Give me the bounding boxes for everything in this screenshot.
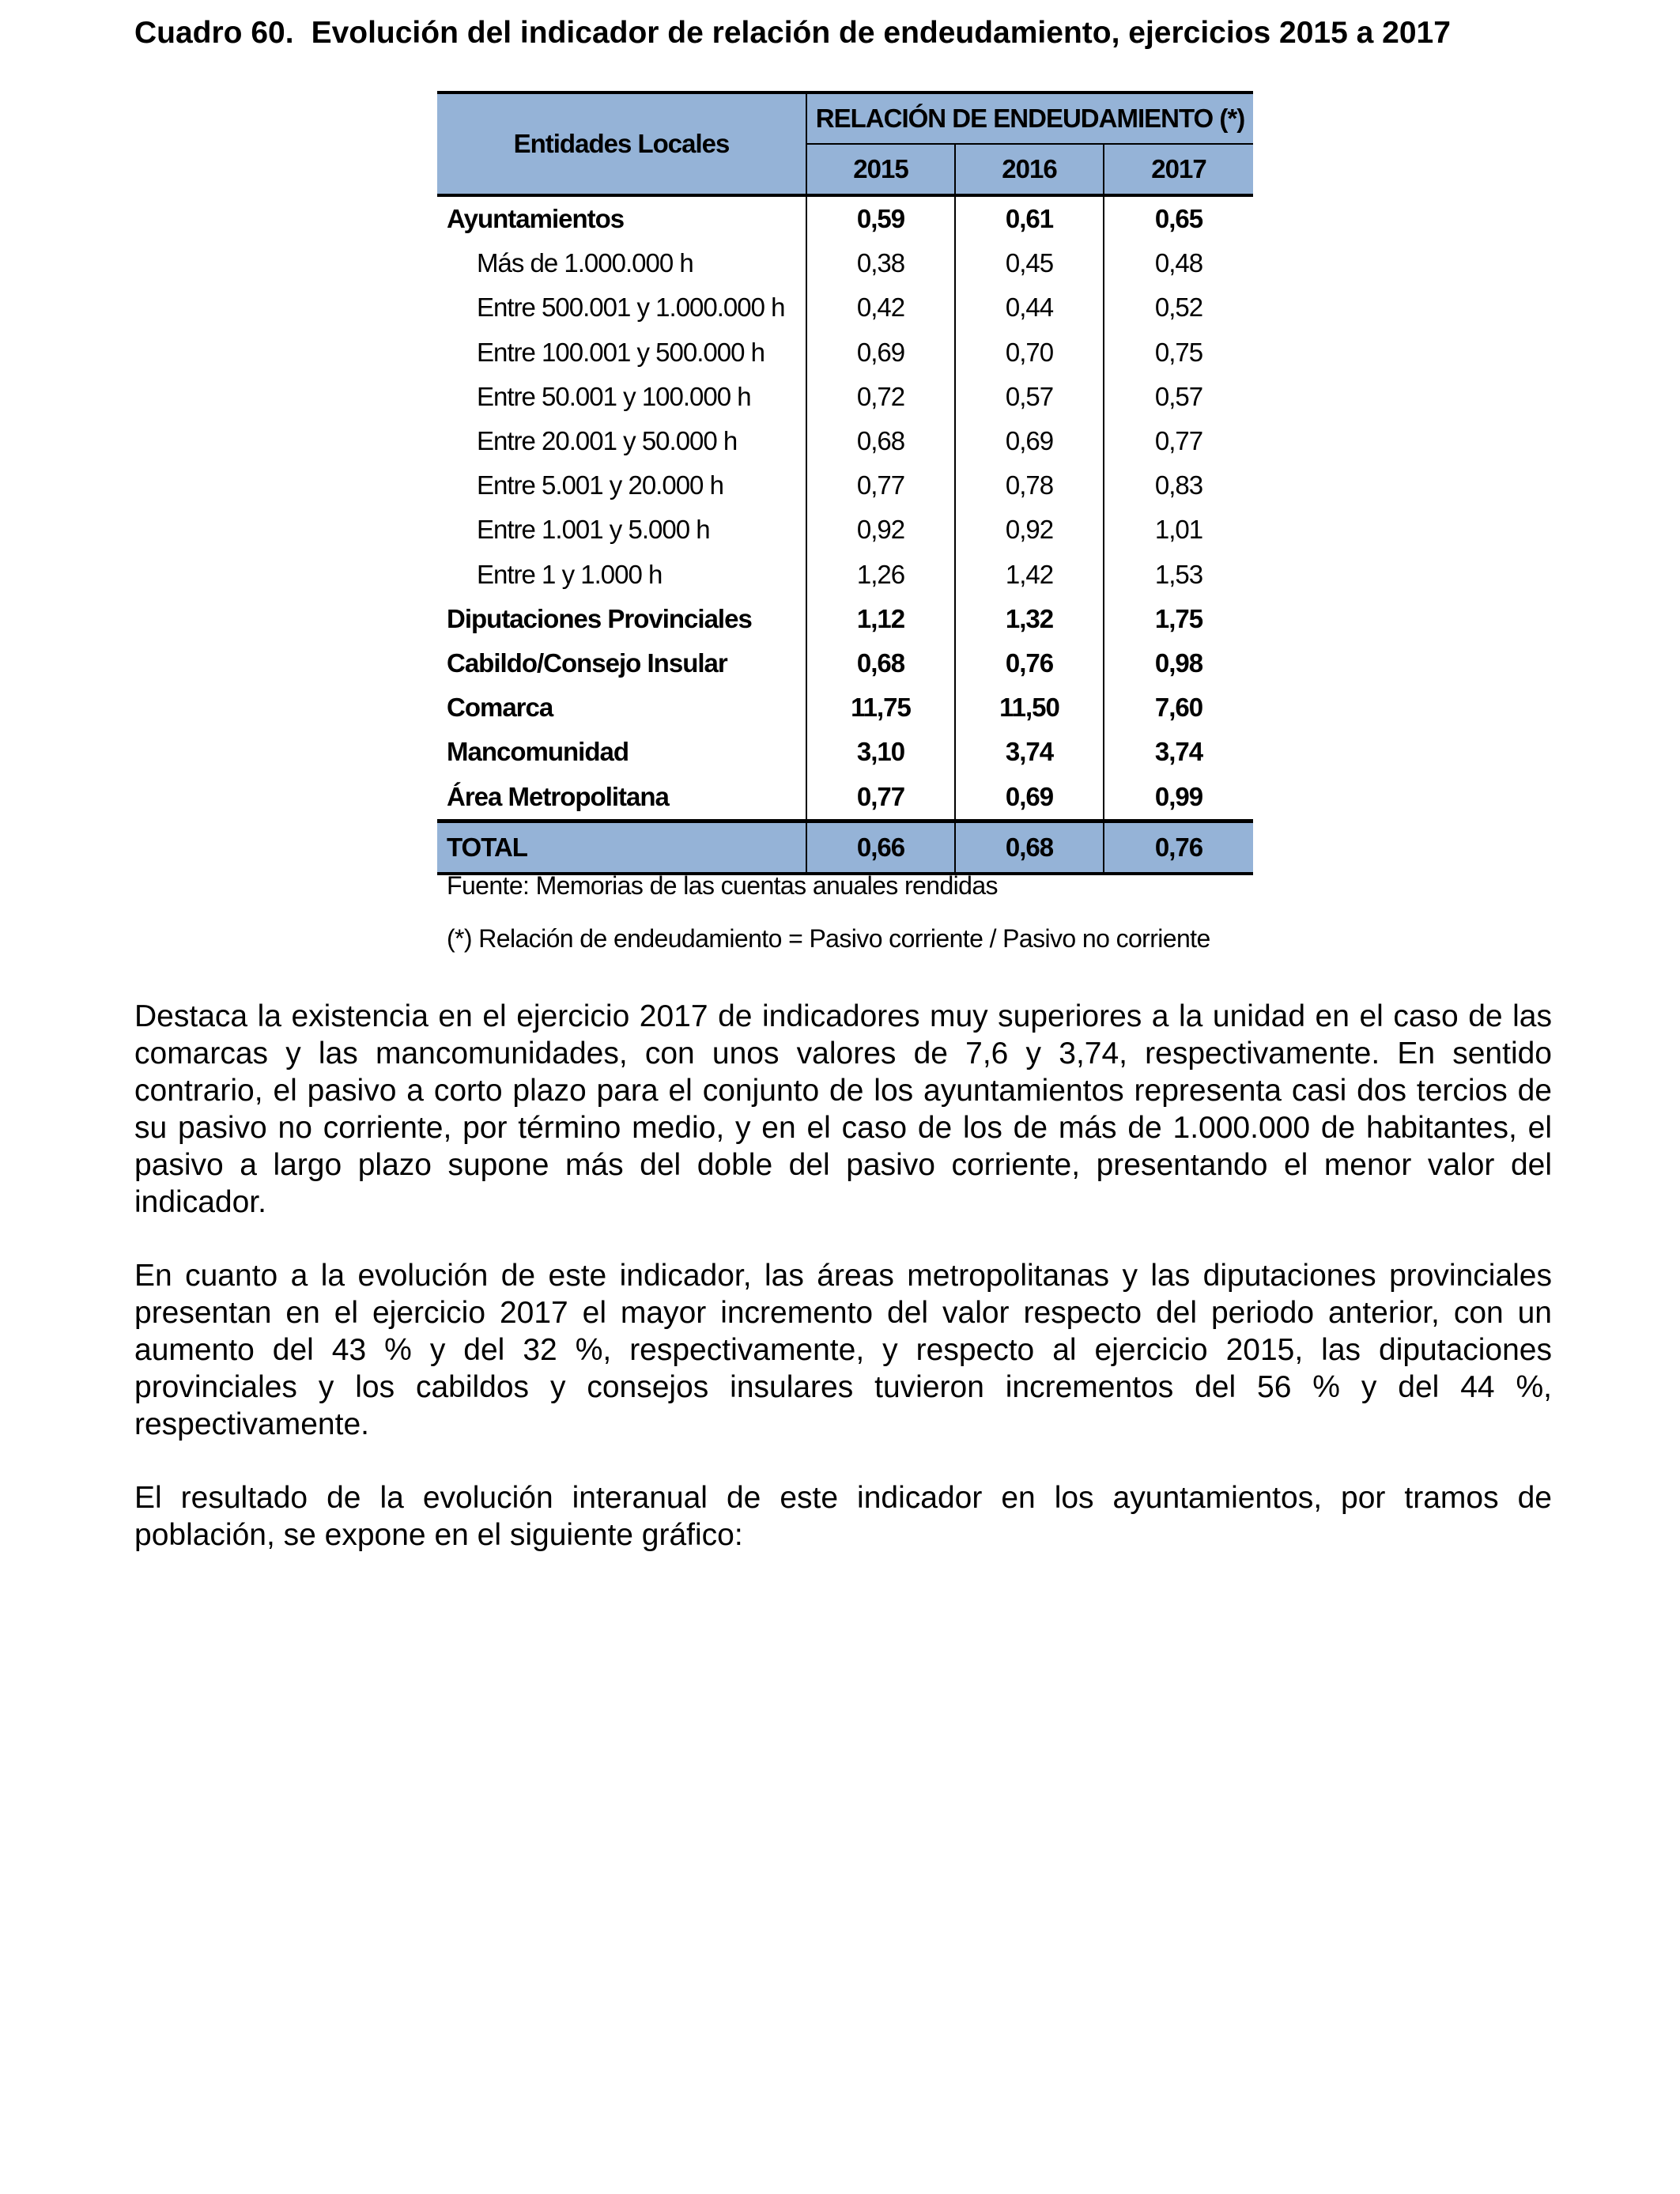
- cell-2015: 0,59: [806, 195, 955, 241]
- row-label: Entre 1 y 1.000 h: [477, 559, 663, 589]
- table-row: [437, 508, 1253, 552]
- table-definition-note: (*) Relación de endeudamiento = Pasivo corriente / Pasivo no corriente: [447, 924, 1210, 953]
- total-2015: 0,66: [806, 821, 955, 874]
- row-label: Ayuntamientos: [447, 204, 625, 234]
- entity-column-header: Entidades Locales: [437, 93, 806, 195]
- row-label: Entre 500.001 y 1.000.000 h: [477, 293, 785, 323]
- cell-2016: 0,78: [955, 463, 1104, 508]
- cell-2017: 1,01: [1104, 508, 1253, 552]
- row-label: Más de 1.000.000 h: [477, 248, 693, 278]
- cell-2017: 1,53: [1104, 553, 1253, 597]
- row-label: Entre 100.001 y 500.000 h: [477, 337, 764, 367]
- table-source-note: Fuente: Memorias de las cuentas anuales rendidas: [447, 871, 998, 900]
- cell-2017: 7,60: [1104, 685, 1253, 730]
- table-row: [437, 641, 1253, 685]
- row-label: Comarca: [447, 693, 553, 723]
- table-row: [437, 285, 1253, 330]
- cell-2015: 0,68: [806, 419, 955, 463]
- cell-2017: 0,77: [1104, 419, 1253, 463]
- total-2016: 0,68: [955, 821, 1104, 874]
- table-row: [437, 774, 1253, 821]
- cell-2016: 11,50: [955, 685, 1104, 730]
- cell-2016: 0,57: [955, 375, 1104, 419]
- row-label: Entre 50.001 y 100.000 h: [477, 381, 751, 411]
- table-row: [437, 375, 1253, 419]
- cell-2017: 0,98: [1104, 641, 1253, 685]
- debt-ratio-group-header: RELACIÓN DE ENDEUDAMIENTO (*): [806, 93, 1253, 144]
- body-paragraph: El resultado de la evolución interanual de este indicador en los ayuntamientos, por tramos de población, se expone en el siguiente gráfico:: [134, 1481, 1552, 1552]
- year-header-2015: 2015: [806, 144, 955, 195]
- table-row: [437, 553, 1253, 597]
- table-row: [437, 597, 1253, 641]
- table-row: [437, 419, 1253, 463]
- table-row: [437, 241, 1253, 285]
- table-row: [437, 195, 1253, 241]
- cell-2016: 0,69: [955, 419, 1104, 463]
- cell-2017: 3,74: [1104, 730, 1253, 774]
- cell-2015: 11,75: [806, 685, 955, 730]
- cell-2017: 0,57: [1104, 375, 1253, 419]
- cell-2017: 0,48: [1104, 241, 1253, 285]
- year-header-2016: 2016: [955, 144, 1104, 195]
- table-row: [437, 330, 1253, 375]
- cell-2015: 0,38: [806, 241, 955, 285]
- cell-2016: 0,70: [955, 330, 1104, 375]
- cell-2015: 0,68: [806, 641, 955, 685]
- cell-2015: 0,77: [806, 463, 955, 508]
- cell-2015: 0,72: [806, 375, 955, 419]
- cell-2016: 3,74: [955, 730, 1104, 774]
- cell-2016: 0,45: [955, 241, 1104, 285]
- total-row: [437, 821, 1253, 874]
- cell-2017: 0,75: [1104, 330, 1253, 375]
- cell-2017: 0,99: [1104, 774, 1253, 821]
- cell-2015: 1,26: [806, 553, 955, 597]
- body-paragraph: Destaca la existencia en el ejercicio 2017 de indicadores muy superiores a la unidad en el caso de las comarcas y las mancomunidades, con unos valores de 7,6 y 3,74, respectivamente. En sentido contrario, el pasivo a corto plazo para el conjunto de los ayuntamientos representa casi dos tercios de su pasivo no corriente, por término medio, y en el caso de los de más de 1.000.000 de habitantes, el pasivo a largo plazo supone más del doble del pasivo corriente, presentando el menor valor del indicador.: [134, 999, 1552, 1219]
- body-paragraph: En cuanto a la evolución de este indicador, las áreas metropolitanas y las diputaciones provinciales presentan en el ejercicio 2017 el mayor incremento del valor respecto del periodo anterior, con un aumento del 43 % y del 32 %, respectivamente, y respecto al ejercicio 2015, las diputaciones provinciales y los cabildos y consejos insulares tuvieron incrementos del 56 % y del 44 %, respectivamente.: [134, 1259, 1552, 1441]
- cell-2016: 0,69: [955, 774, 1104, 821]
- year-header-2017: 2017: [1104, 144, 1253, 195]
- cell-2016: 0,76: [955, 641, 1104, 685]
- cell-2016: 1,42: [955, 553, 1104, 597]
- caption-number: Cuadro 60.: [134, 16, 294, 50]
- cell-2015: 1,12: [806, 597, 955, 641]
- cell-2017: 1,75: [1104, 597, 1253, 641]
- table-row: [437, 685, 1253, 730]
- cell-2015: 3,10: [806, 730, 955, 774]
- cell-2016: 1,32: [955, 597, 1104, 641]
- caption-title: Evolución del indicador de relación de endeudamiento, ejercicios 2015 a 2017: [311, 16, 1451, 50]
- table-caption: [134, 16, 1451, 51]
- row-label: Entre 5.001 y 20.000 h: [477, 470, 723, 500]
- cell-2015: 0,77: [806, 774, 955, 821]
- row-label: Entre 20.001 y 50.000 h: [477, 426, 738, 456]
- cell-2016: 0,61: [955, 195, 1104, 241]
- table-row: [437, 730, 1253, 774]
- cell-2017: 0,83: [1104, 463, 1253, 508]
- cell-2015: 0,69: [806, 330, 955, 375]
- row-label: Área Metropolitana: [447, 781, 669, 811]
- row-label: Entre 1.001 y 5.000 h: [477, 515, 710, 545]
- cell-2015: 0,92: [806, 508, 955, 552]
- debt-ratio-table: [437, 91, 1253, 875]
- total-2017: 0,76: [1104, 821, 1253, 874]
- total-label: TOTAL: [437, 821, 806, 874]
- row-label: Diputaciones Provinciales: [447, 603, 752, 633]
- cell-2017: 0,52: [1104, 285, 1253, 330]
- row-label: Cabildo/Consejo Insular: [447, 648, 727, 678]
- cell-2016: 0,92: [955, 508, 1104, 552]
- cell-2016: 0,44: [955, 285, 1104, 330]
- cell-2015: 0,42: [806, 285, 955, 330]
- cell-2017: 0,65: [1104, 195, 1253, 241]
- row-label: Mancomunidad: [447, 737, 629, 767]
- table-row: [437, 463, 1253, 508]
